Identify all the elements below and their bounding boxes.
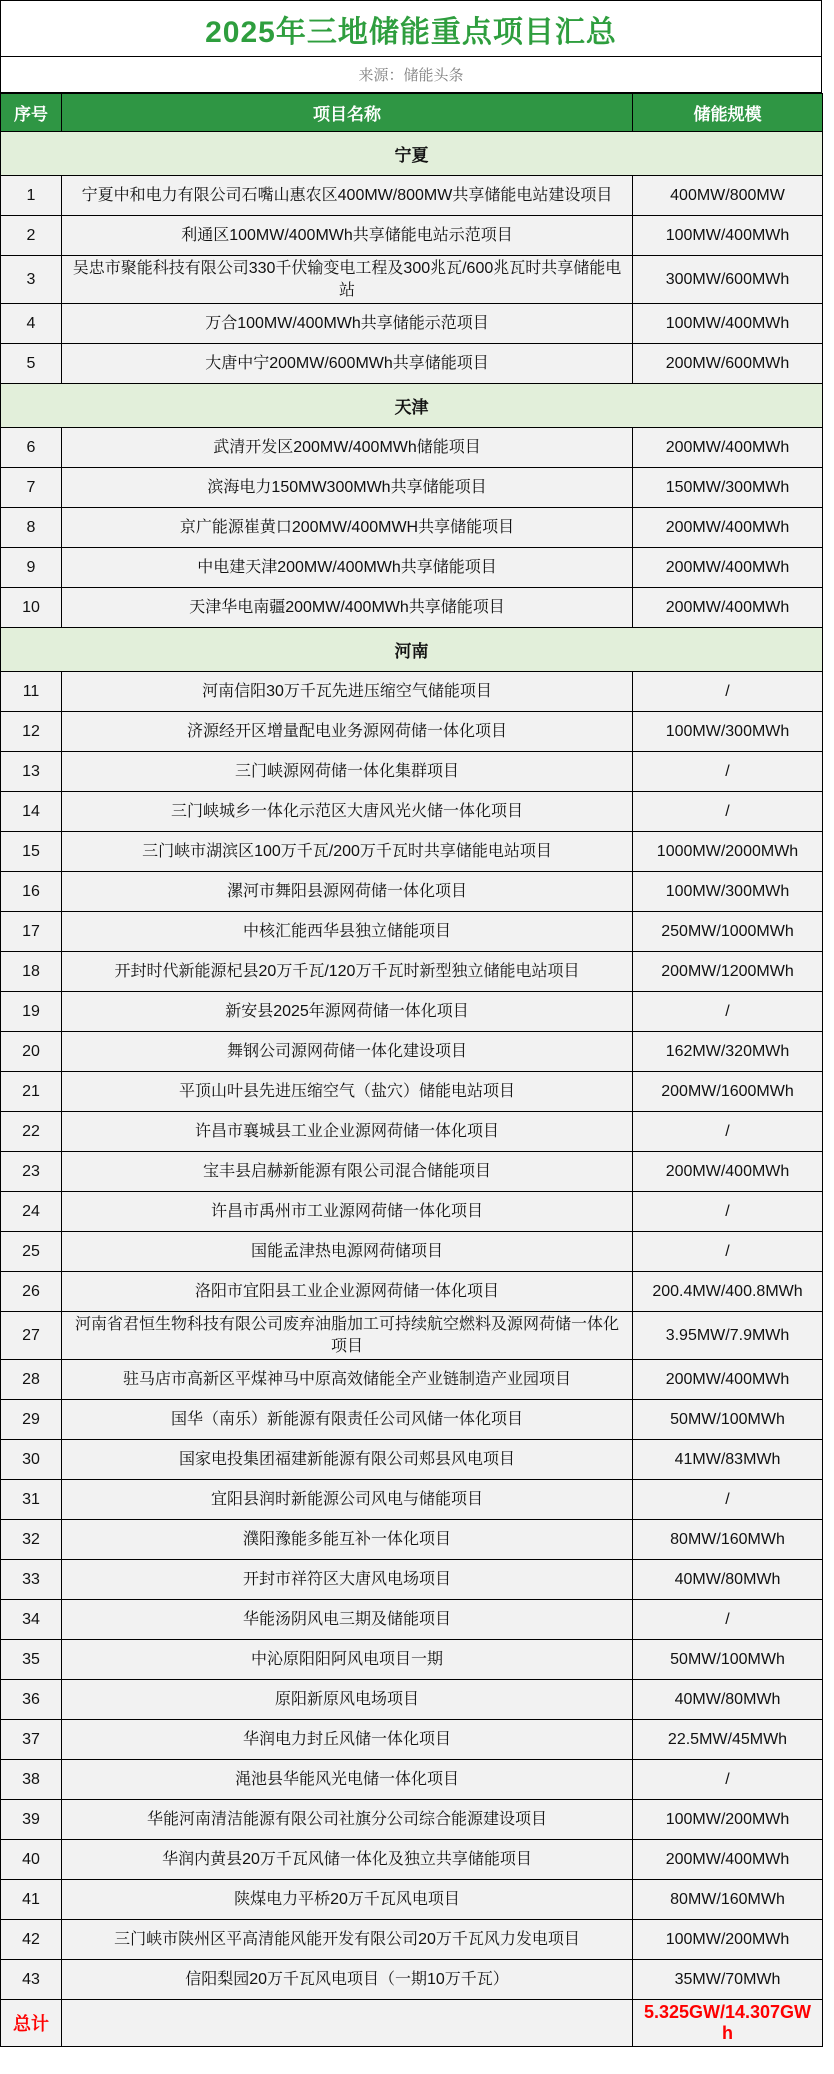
project-index: 29 — [1, 1400, 62, 1440]
project-row — [1, 712, 823, 752]
project-row — [1, 792, 823, 832]
project-scale: 100MW/300MWh — [633, 872, 823, 912]
total-empty-cell — [62, 2000, 633, 2047]
project-scale: 200MW/400MWh — [633, 548, 823, 588]
project-row — [1, 1072, 823, 1112]
project-row — [1, 1232, 823, 1272]
project-row — [1, 1800, 823, 1840]
project-row — [1, 1600, 823, 1640]
project-row — [1, 588, 823, 628]
project-name: 宁夏中和电力有限公司石嘴山惠农区400MW/800MW共享储能电站建设项目 — [62, 176, 633, 216]
project-name: 河南省君恒生物科技有限公司废弃油脂加工可持续航空燃料及源网荷储一体化项目 — [62, 1312, 633, 1360]
region-label: 宁夏 — [1, 132, 823, 176]
project-index: 3 — [1, 256, 62, 304]
source-line: 来源：储能头条 — [0, 57, 822, 93]
project-row — [1, 1640, 823, 1680]
project-row — [1, 1152, 823, 1192]
project-row — [1, 548, 823, 588]
col-header-project-name: 项目名称 — [62, 94, 633, 132]
project-scale: / — [633, 752, 823, 792]
project-scale: 200MW/600MWh — [633, 344, 823, 384]
project-scale: 400MW/800MW — [633, 176, 823, 216]
project-scale: 100MW/400MWh — [633, 216, 823, 256]
project-scale: / — [633, 1112, 823, 1152]
project-row — [1, 1112, 823, 1152]
project-row — [1, 752, 823, 792]
project-row — [1, 256, 823, 304]
project-scale: / — [633, 792, 823, 832]
project-name: 平顶山叶县先进压缩空气（盐穴）储能电站项目 — [62, 1072, 633, 1112]
project-name: 中沁原阳阳阿风电项目一期 — [62, 1640, 633, 1680]
project-index: 27 — [1, 1312, 62, 1360]
project-index: 10 — [1, 588, 62, 628]
project-row — [1, 1720, 823, 1760]
project-name: 濮阳豫能多能互补一体化项目 — [62, 1520, 633, 1560]
project-scale: 150MW/300MWh — [633, 468, 823, 508]
project-index: 17 — [1, 912, 62, 952]
project-row — [1, 1920, 823, 1960]
project-name: 许昌市襄城县工业企业源网荷储一体化项目 — [62, 1112, 633, 1152]
region-section-row — [1, 628, 823, 672]
project-index: 13 — [1, 752, 62, 792]
project-scale: 100MW/200MWh — [633, 1800, 823, 1840]
project-scale: 162MW/320MWh — [633, 1032, 823, 1072]
project-name: 信阳梨园20万千瓦风电项目（一期10万千瓦） — [62, 1960, 633, 2000]
project-index: 30 — [1, 1440, 62, 1480]
project-row — [1, 912, 823, 952]
project-index: 37 — [1, 1720, 62, 1760]
project-name: 三门峡源网荷储一体化集群项目 — [62, 752, 633, 792]
project-index: 42 — [1, 1920, 62, 1960]
project-row — [1, 1400, 823, 1440]
project-name: 三门峡市陕州区平高清能风能开发有限公司20万千瓦风力发电项目 — [62, 1920, 633, 1960]
project-scale: / — [633, 1480, 823, 1520]
project-index: 11 — [1, 672, 62, 712]
project-index: 14 — [1, 792, 62, 832]
project-scale: 35MW/70MWh — [633, 1960, 823, 2000]
project-scale: 100MW/300MWh — [633, 712, 823, 752]
project-scale: 200MW/1200MWh — [633, 952, 823, 992]
project-index: 19 — [1, 992, 62, 1032]
project-row — [1, 1840, 823, 1880]
project-index: 2 — [1, 216, 62, 256]
project-row — [1, 1192, 823, 1232]
project-row — [1, 1272, 823, 1312]
project-scale: 100MW/400MWh — [633, 304, 823, 344]
project-index: 35 — [1, 1640, 62, 1680]
project-scale: 200MW/400MWh — [633, 508, 823, 548]
project-scale: 200MW/400MWh — [633, 1360, 823, 1400]
project-index: 8 — [1, 508, 62, 548]
project-name: 原阳新原风电场项目 — [62, 1680, 633, 1720]
project-row — [1, 1032, 823, 1072]
project-index: 40 — [1, 1840, 62, 1880]
project-index: 41 — [1, 1880, 62, 1920]
project-row — [1, 468, 823, 508]
project-index: 23 — [1, 1152, 62, 1192]
region-label: 河南 — [1, 628, 823, 672]
project-name: 利通区100MW/400MWh共享储能电站示范项目 — [62, 216, 633, 256]
project-name: 天津华电南疆200MW/400MWh共享储能项目 — [62, 588, 633, 628]
project-row — [1, 992, 823, 1032]
project-row — [1, 216, 823, 256]
project-row — [1, 304, 823, 344]
project-index: 5 — [1, 344, 62, 384]
project-name: 渑池县华能风光电储一体化项目 — [62, 1760, 633, 1800]
project-name: 济源经开区增量配电业务源网荷储一体化项目 — [62, 712, 633, 752]
project-row — [1, 1960, 823, 2000]
project-index: 43 — [1, 1960, 62, 2000]
project-index: 31 — [1, 1480, 62, 1520]
project-name: 国能孟津热电源网荷储项目 — [62, 1232, 633, 1272]
project-name: 滨海电力150MW300MWh共享储能项目 — [62, 468, 633, 508]
project-index: 18 — [1, 952, 62, 992]
project-scale: 200MW/400MWh — [633, 1152, 823, 1192]
project-name: 宝丰县启赫新能源有限公司混合储能项目 — [62, 1152, 633, 1192]
project-index: 1 — [1, 176, 62, 216]
project-index: 21 — [1, 1072, 62, 1112]
project-name: 中核汇能西华县独立储能项目 — [62, 912, 633, 952]
project-row — [1, 872, 823, 912]
project-row — [1, 428, 823, 468]
project-index: 12 — [1, 712, 62, 752]
projects-table — [0, 93, 823, 2047]
project-scale: / — [633, 672, 823, 712]
project-scale: / — [633, 1760, 823, 1800]
project-row — [1, 1880, 823, 1920]
total-row — [1, 2000, 823, 2047]
project-row — [1, 1312, 823, 1360]
project-name: 吴忠市聚能科技有限公司330千伏输变电工程及300兆瓦/600兆瓦时共享储能电站 — [62, 256, 633, 304]
project-index: 16 — [1, 872, 62, 912]
project-name: 舞钢公司源网荷储一体化建设项目 — [62, 1032, 633, 1072]
project-row — [1, 1680, 823, 1720]
project-index: 26 — [1, 1272, 62, 1312]
project-name: 许昌市禹州市工业源网荷储一体化项目 — [62, 1192, 633, 1232]
project-index: 9 — [1, 548, 62, 588]
col-header-storage-scale: 储能规模 — [633, 94, 823, 132]
project-scale: / — [633, 1232, 823, 1272]
project-name: 河南信阳30万千瓦先进压缩空气储能项目 — [62, 672, 633, 712]
project-name: 漯河市舞阳县源网荷储一体化项目 — [62, 872, 633, 912]
project-name: 中电建天津200MW/400MWh共享储能项目 — [62, 548, 633, 588]
project-row — [1, 344, 823, 384]
project-scale: / — [633, 1192, 823, 1232]
project-scale: 40MW/80MWh — [633, 1560, 823, 1600]
project-index: 24 — [1, 1192, 62, 1232]
project-name: 三门峡市湖滨区100万千瓦/200万千瓦时共享储能电站项目 — [62, 832, 633, 872]
project-name: 开封市祥符区大唐风电场项目 — [62, 1560, 633, 1600]
table-header — [1, 94, 823, 132]
col-header-index: 序号 — [1, 94, 62, 132]
project-name: 大唐中宁200MW/600MWh共享储能项目 — [62, 344, 633, 384]
project-name: 万合100MW/400MWh共享储能示范项目 — [62, 304, 633, 344]
project-scale: 40MW/80MWh — [633, 1680, 823, 1720]
project-scale: 80MW/160MWh — [633, 1880, 823, 1920]
project-name: 新安县2025年源网荷储一体化项目 — [62, 992, 633, 1032]
project-scale: 22.5MW/45MWh — [633, 1720, 823, 1760]
region-section-row — [1, 132, 823, 176]
project-scale: 200MW/1600MWh — [633, 1072, 823, 1112]
project-index: 25 — [1, 1232, 62, 1272]
project-name: 驻马店市高新区平煤神马中原高效储能全产业链制造产业园项目 — [62, 1360, 633, 1400]
project-name: 陕煤电力平桥20万千瓦风电项目 — [62, 1880, 633, 1920]
project-index: 20 — [1, 1032, 62, 1072]
project-row — [1, 1480, 823, 1520]
project-index: 4 — [1, 304, 62, 344]
page-title: 2025年三地储能重点项目汇总 — [0, 0, 822, 57]
project-row — [1, 1360, 823, 1400]
project-index: 34 — [1, 1600, 62, 1640]
project-scale: 41MW/83MWh — [633, 1440, 823, 1480]
project-scale: / — [633, 1600, 823, 1640]
project-name: 华润内黄县20万千瓦风储一体化及独立共享储能项目 — [62, 1840, 633, 1880]
project-scale: 1000MW/2000MWh — [633, 832, 823, 872]
project-name: 国家电投集团福建新能源有限公司郏县风电项目 — [62, 1440, 633, 1480]
project-index: 32 — [1, 1520, 62, 1560]
project-index: 7 — [1, 468, 62, 508]
project-scale: 80MW/160MWh — [633, 1520, 823, 1560]
project-row — [1, 672, 823, 712]
project-row — [1, 952, 823, 992]
project-row — [1, 176, 823, 216]
project-scale: 200MW/400MWh — [633, 428, 823, 468]
project-scale: 50MW/100MWh — [633, 1400, 823, 1440]
project-index: 38 — [1, 1760, 62, 1800]
total-label: 总计 — [1, 2000, 62, 2047]
project-row — [1, 508, 823, 548]
project-index: 39 — [1, 1800, 62, 1840]
region-label: 天津 — [1, 384, 823, 428]
project-scale: 50MW/100MWh — [633, 1640, 823, 1680]
header-row — [1, 94, 823, 132]
project-index: 33 — [1, 1560, 62, 1600]
project-row — [1, 1520, 823, 1560]
project-scale: 200MW/400MWh — [633, 1840, 823, 1880]
project-name: 三门峡城乡一体化示范区大唐风光火储一体化项目 — [62, 792, 633, 832]
project-index: 6 — [1, 428, 62, 468]
project-row — [1, 1760, 823, 1800]
project-name: 开封时代新能源杞县20万千瓦/120万千瓦时新型独立储能电站项目 — [62, 952, 633, 992]
region-section-row — [1, 384, 823, 428]
project-name: 洛阳市宜阳县工业企业源网荷储一体化项目 — [62, 1272, 633, 1312]
project-scale: 3.95MW/7.9MWh — [633, 1312, 823, 1360]
project-scale: 100MW/200MWh — [633, 1920, 823, 1960]
project-scale: 250MW/1000MWh — [633, 912, 823, 952]
project-name: 国华（南乐）新能源有限责任公司风储一体化项目 — [62, 1400, 633, 1440]
project-index: 28 — [1, 1360, 62, 1400]
project-name: 京广能源崔黄口200MW/400MWH共享储能项目 — [62, 508, 633, 548]
project-index: 22 — [1, 1112, 62, 1152]
project-scale: 300MW/600MWh — [633, 256, 823, 304]
project-name: 华能汤阴风电三期及储能项目 — [62, 1600, 633, 1640]
project-name: 华润电力封丘风储一体化项目 — [62, 1720, 633, 1760]
project-name: 宜阳县润时新能源公司风电与储能项目 — [62, 1480, 633, 1520]
project-scale: / — [633, 992, 823, 1032]
project-scale: 200MW/400MWh — [633, 588, 823, 628]
project-row — [1, 1560, 823, 1600]
project-row — [1, 1440, 823, 1480]
project-name: 华能河南清洁能源有限公司社旗分公司综合能源建设项目 — [62, 1800, 633, 1840]
table-body — [1, 132, 823, 2047]
project-scale: 200.4MW/400.8MWh — [633, 1272, 823, 1312]
total-scale-value: 5.325GW/14.307GWh — [633, 2000, 823, 2047]
project-name: 武清开发区200MW/400MWh储能项目 — [62, 428, 633, 468]
project-index: 15 — [1, 832, 62, 872]
project-index: 36 — [1, 1680, 62, 1720]
project-row — [1, 832, 823, 872]
